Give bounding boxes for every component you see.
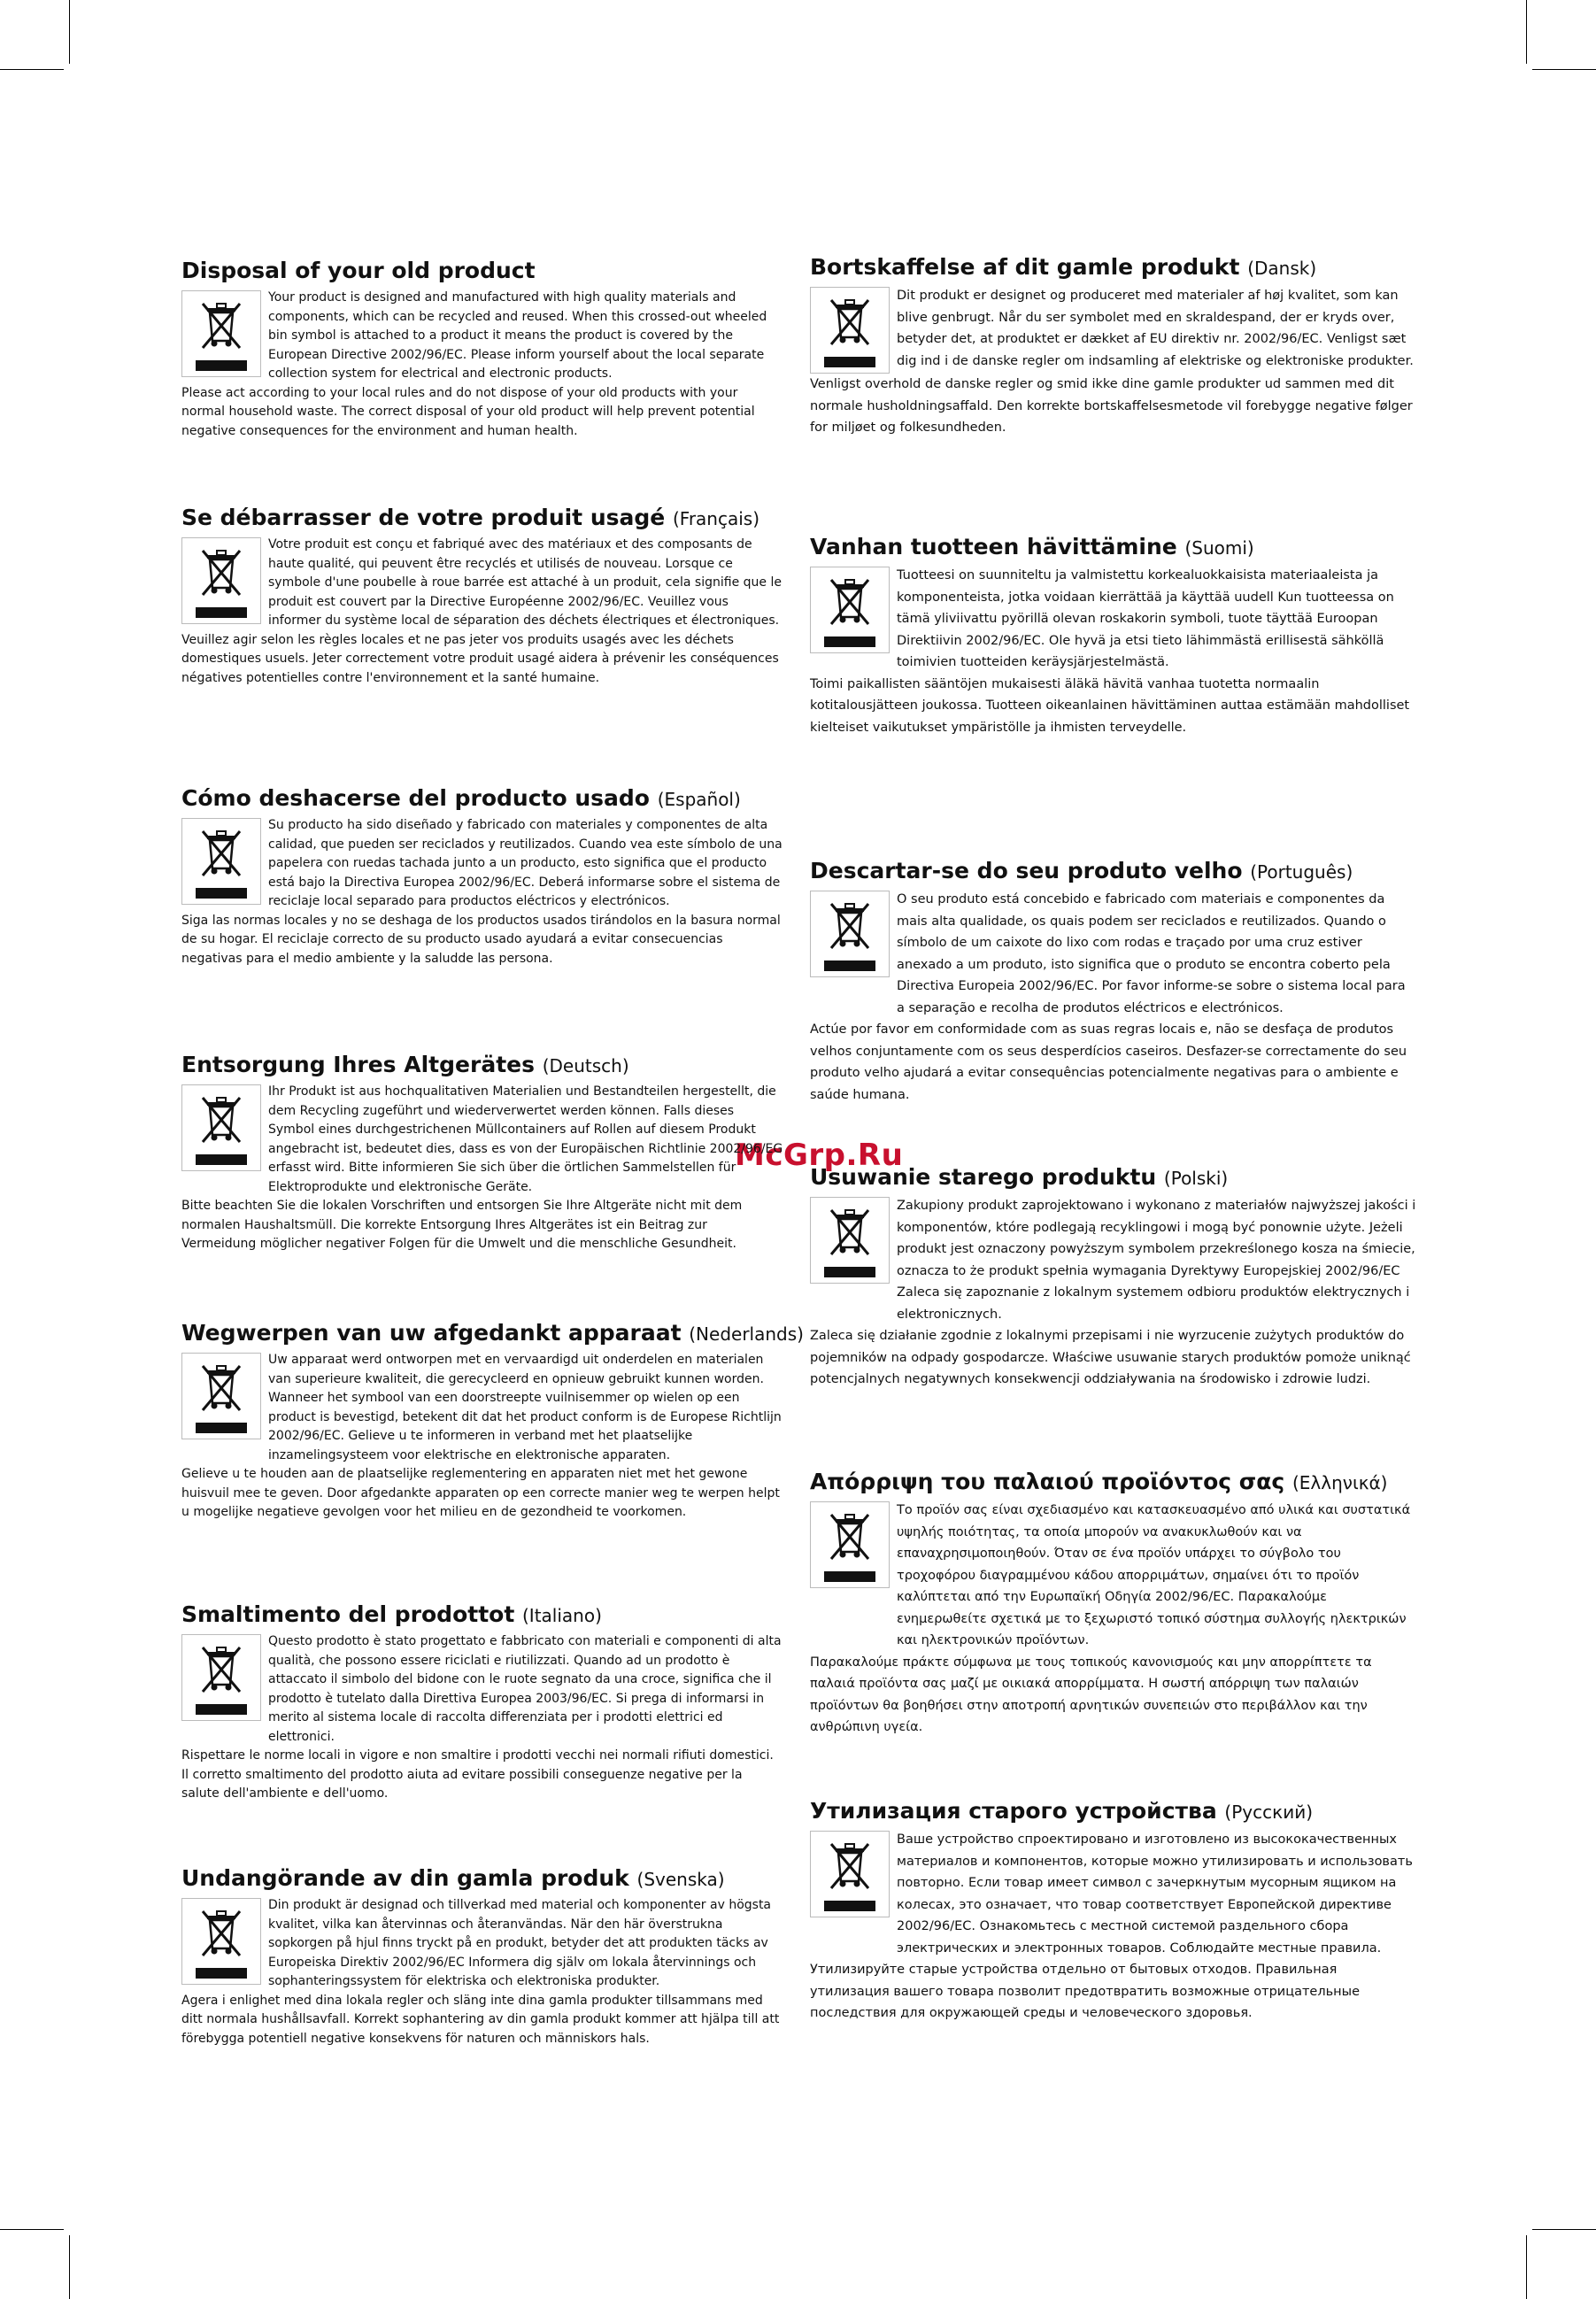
section-espanol	[181, 784, 783, 968]
crop-mark	[69, 0, 70, 64]
section-tail: Rispettare le norme locali in vigore e non smaltire i prodotti vecchi nei normali rifiuti domestici. Il corretto smaltimento del prodotto aiuta ad evitare possibili conseguenze negative per la salute dell'ambiente e dell'uomo.	[181, 1748, 774, 1801]
section-lead: O seu produto está concebido e fabricado com materiais e componentes da mais alta qualidade, os quais podem ser reciclados e reutilizados. Quando o símbolo de um caixote do lixo com rodas e traçado por uma cruz estiver anexado a um produto, isto significa que o produto se encontra coberto pela Directiva Europeia 2002/96/EC. Por favor informe-se sobre o sistema local para a separação e recolha de produtos eléctricos e electrónicos.	[897, 892, 1406, 1015]
weee-bin-icon	[810, 1197, 890, 1284]
section-deutsch	[181, 1051, 783, 1254]
section-lead: Su producto ha sido diseñado y fabricado con materiales y componentes de alta calidad, que pueden ser reciclados y reutilizados. Cuando vea este símbolo de una papelera con ruedas tachada junto a un producto, esto significa que el producto está bajo la Directiva Europea 2002/96/EC. Deberá informarse sobre el sistema de reciclaje local separado para productos eléctricos y electrónicos.	[268, 818, 783, 908]
section-russkiy	[810, 1797, 1416, 2025]
section-tail: Zaleca się działanie zgodnie z lokalnymi przepisami i nie wyrzucenie zużytych produktów do pojemników na odpady gospodarcze. Właściwe usuwanie starych produktów pomoże uniknąć potencjalnych negatywnych konsekwencji oddziaływania na środowisko i zdrowie ludzi.	[810, 1329, 1411, 1386]
section-tail: Veuillez agir selon les règles locales et ne pas jeter vos produits usagés avec les déchets domestiques usuels. Jeter correctement votre produit usagé aidera à prévenir les conséquences négatives potentielles contre l'environnement et la santé humaine.	[181, 632, 779, 685]
section-tail: Bitte beachten Sie die lokalen Vorschriften und entsorgen Sie Ihre Altgeräte nicht mit dem normalen Haushaltsmüll. Die korrekte Entsorgung Ihres Altgerätes ist ein Beitrag zur Vermeidung möglicher negativer Folgen für die Umwelt und die menschliche Gesundheit.	[181, 1199, 743, 1251]
section-lead: Dit produkt er designet og produceret med materialer af høj kvalitet, som kan blive genbrugt. Når du ser symbolet med en skraldespand, der er kryds over, betyder det, at produktet er dækket af EU direktiv nr. 2002/96/EC. Venligst sæt dig ind i de danske regler om indsamling af elektriske og elektroniske produkter.	[897, 289, 1414, 368]
section-tail: Toimi paikallisten sääntöjen mukaisesti äläkä hävitä vanhaa tuotetta normaalin kotitalousjätteen joukossa. Tuotteen oikeanlainen hävittäminen auttaa estämään mahdolliset kielteiset vaikutukset ympäristölle ja ihmisten terveydelle.	[810, 676, 1410, 735]
section-tail: Actúe por favor em conformidade com as suas regras locais e, não se desfaça de produtos velhos conjuntamente com os seus desperdícios caseiros. Desfazer-se correctamente do seu produto velho ajudará a evitar consequências potencialmente negativas para o ambiente e saúde humana.	[810, 1022, 1407, 1102]
section-lead: Ihr Produkt ist aus hochqualitativen Materialien und Bestandteilen hergestellt, die dem Recycling zugeführt und wiederverwertet werden können. Falls dieses Symbol eines durchgestrichenen Müllcontainers auf Rollen auf diesem Produkt angebracht ist, bedeutet dies, dass es von der Europäischen Richtlinie 2002/96/EG erfasst wird. Bitte informieren Sie sich über die örtlichen Sammelstellen für Elektroprodukte und elektronische Geräte.	[268, 1084, 783, 1194]
section-title: Usuwanie starego produktu (Polski)	[810, 1164, 1229, 1190]
section-title: Vanhan tuotteen hävittämine (Suomi)	[810, 534, 1254, 559]
section-dansk	[810, 253, 1416, 439]
section-title: Απόρριψη του παλαιού προϊόντος σας (Ελληνικά)	[810, 1469, 1388, 1494]
weee-bin-icon	[181, 290, 261, 377]
weee-bin-icon	[810, 1831, 890, 1917]
section-lead: Questo prodotto è stato progettato e fabbricato con materiali e componenti di alta qualità, che possono essere riciclati e riutilizzati. Quando ad un prodotto è attaccato il simbolo del bidone con le ruote segnato da una croce, significa che il prodotto è tutelato dalla Direttiva Europea 2003/96/EC. Si prega di informarsi in merito al sistema locale di raccolta differenziata per i prodotti elettrici ed elettronici.	[268, 1634, 782, 1744]
section-lead: Votre produit est conçu et fabriqué avec des matériaux et des composants de haute qualité, qui peuvent être recyclés et utilisés de nouveau. Lorsque ce symbole d'une poubelle à roue barrée est attaché à un produit, cela signifie que le produit est couvert par la Directive Européenne 2002/96/EC. Veuillez vous informer du système local de séparation des déchets électriques et électroniques.	[268, 537, 782, 628]
section-title: Se débarrasser de votre produit usagé (Français)	[181, 505, 760, 530]
crop-mark	[0, 2229, 64, 2230]
crop-mark	[1532, 2229, 1596, 2230]
section-title: Entsorgung Ihres Altgerätes (Deutsch)	[181, 1052, 629, 1077]
section-title: Bortskaffelse af dit gamle produkt (Dansk)	[810, 254, 1317, 280]
section-lead: Zakupiony produkt zaprojektowano i wykonano z materiałów najwyższej jakości i komponentów, które podlegają recyklingowi i mogą być ponownie użyte. Jeżeli produkt jest oznaczony powyższym symbolem przekreślonego kosza na śmiecie, oznacza to że produkt spełnia wymagania Dyrektywy Europejskiej 2002/96/EC Zaleca się zapoznanie z lokalnym systemem odbioru produktów elektrycznych i elektronicznych.	[897, 1199, 1416, 1322]
section-tail: Παρακαλούμε πράκτε σύμφωνα με τους τοπικούς κανονισμούς και μην απορρίπτετε τα παλαιά προϊόντα σας μαζί με οικιακά απορρίμματα. Η σωστή απόρριψη των παλαιών προϊόντων θα βοηθήσει στην αποτροπή αρνητικών συνεπειών στο περιβάλλον και την ανθρώπινη υγεία.	[810, 1655, 1372, 1734]
section-english	[181, 257, 783, 441]
weee-bin-icon	[810, 567, 890, 653]
section-tail: Please act according to your local rules and do not dispose of your old products with your normal household waste. The correct disposal of your old product will help prevent potential negative consequences for the environment and human health.	[181, 385, 755, 438]
section-portugues	[810, 857, 1416, 1106]
section-polski	[810, 1163, 1416, 1391]
section-tail: Утилизируйте старые устройства отдельно от бытовых отходов. Правильная утилизация вашего товара позволит предотвратить возможные отрицательные последствия для окружающей среды и человеческого здоровья.	[810, 1963, 1361, 2020]
weee-bin-icon	[181, 1634, 261, 1721]
section-title: Undangörande av din gamla produk (Svenska)	[181, 1865, 725, 1891]
weee-bin-icon	[181, 1084, 261, 1171]
section-svenska	[181, 1864, 783, 2048]
weee-bin-icon	[810, 1501, 890, 1588]
section-nederlands	[181, 1319, 804, 1523]
section-title: Disposal of your old product	[181, 258, 536, 283]
section-lead: Your product is designed and manufactured with high quality materials and components, which can be recycled and reused. When this crossed-out wheeled bin symbol is attached to a product it means the product is covered by the European Directive 2002/96/EC. Please inform yourself about the local separate collection system for electrical and electronic products.	[268, 290, 767, 381]
section-lead: Tuotteesi on suunniteltu ja valmistettu korkealuokkaisista materiaaleista ja komponenteista, jotka voidaan kierrättää ja käyttää uudell Kun tuotteessa on tämä yliviivattu pyörillä olevan roskakorin symboli, tuote täyttää Euroopan Direktiivin 2002/96/EC. Ole hyvä ja etsi tieto lähimmästä erillisestä sähköllä toimivien tuotteiden keräysjärjestelmästä.	[897, 568, 1394, 669]
crop-mark	[1526, 2235, 1527, 2299]
section-suomi	[810, 533, 1416, 738]
weee-bin-icon	[181, 537, 261, 624]
section-tail: Venligst overhold de danske regler og smid ikke dine gamle produkter ud sammen med dit normale husholdningsaffald. Den korrekte bortskaffelsesmetode vil forebygge negative følger for miljøet og folkesundheden.	[810, 377, 1413, 435]
crop-mark	[69, 2235, 70, 2299]
crop-mark	[1532, 69, 1596, 70]
weee-bin-icon	[181, 1898, 261, 1985]
section-title: Wegwerpen van uw afgedankt apparaat (Nederlands)	[181, 1320, 804, 1346]
section-title: Утилизация старого устройства (Русский)	[810, 1798, 1313, 1824]
section-francais	[181, 504, 783, 688]
weee-bin-icon	[181, 818, 261, 905]
weee-bin-icon	[181, 1353, 261, 1439]
section-title: Descartar-se do seu produto velho (Português)	[810, 858, 1353, 883]
section-tail: Agera i enlighet med dina lokala regler och släng inte dina gamla produkter tillsammans med ditt normala hushållsavfall. Korrekt sophantering av din gamla produkt kommer att hjälpa till att förebygga potentiell negative konsekvens för naturen och människors hals.	[181, 1993, 780, 2046]
section-italiano	[181, 1601, 783, 1804]
crop-mark	[1526, 0, 1527, 64]
crop-mark	[0, 69, 64, 70]
section-tail: Siga las normas locales y no se deshaga de los productos usados tirándolos en la basura normal de su hogar. El reciclaje correcto de su producto usado ayudará a evitar consecuencias negativas para el medio ambiente y la saludde las persona.	[181, 913, 781, 966]
section-lead: Uw apparaat werd ontworpen met en vervaardigd uit onderdelen en materialen van superieure kwaliteit, die gerecycleerd en opnieuw gebruikt kunnen worden. Wanneer het symbool van een doorstreepte vuilnisemmer op wielen op een product is bevestigd, betekent dit dat het product conform is de Europese Richtlijn 2002/96/EC. Gelieve u te informeren in verband met het plaatselijke inzamelingsysteem voor elektrische en elektronische apparaten.	[268, 1353, 782, 1462]
section-ellinika	[810, 1468, 1416, 1739]
section-lead: Din produkt är designad och tillverkad med material och komponenter av högsta kvalitet, vilka kan återvinnas och återanvändas. När den här överstrukna sopkorgen på hjul finns tryckt på en produkt, betyder det att produkten täcks av Europeiska Direktiv 2002/96/EC Informera dig själv om lokala återvinnings och sophanteringssystem för elektriska och elektroniska produkter.	[268, 1898, 772, 1988]
section-title: Cómo deshacerse del producto usado (Español)	[181, 785, 741, 811]
section-lead: Ваше устройство спроектировано и изготовлено из высококачественных материалов и компонентов, которые можно утилизировать и использовать повторно. Если товар имеет символ с зачеркнутым мусорным ящиком на колесах, это означает, что товар соответствует Европейской директиве 2002/96/EC. Ознакомьтесь с местной системой раздельного сбора электрических и электронных товаров. Соблюдайте местные правила.	[897, 1832, 1413, 1956]
weee-bin-icon	[810, 891, 890, 977]
section-title: Smaltimento del prodottot (Italiano)	[181, 1601, 602, 1627]
watermark: McGrp.Ru	[735, 1138, 904, 1173]
section-tail: Gelieve u te houden aan de plaatselijke reglementering en apparaten niet met het gewone huisvuil mee te geven. Door afgedankte apparaten op een correcte manier weg te werpen helpt u mogelijke negatieve gevolgen voor het milieu en de gezondheid te voorkomen.	[181, 1467, 780, 1519]
section-lead: Το προϊόν σας είναι σχεδιασμένο και κατασκευασμένο από υλικά και συστατικά υψηλής ποιότητας, τα οποία μπορούν να ανακυκλωθούν και να επαναχρησιμοποιηθούν. Όταν σε ένα προϊόν υπάρχει το σύγβολο του τροχοφόρου διαγραμμένου κάδου απορριμάτων, σημαίνει ότι το προϊόν καλύπτεται από την Ευρωπαϊκή Οδηγία 2002/96/EC. Παρακαλούμε ενημερωθείτε σχετικά με το ξεχωριστό τοπικό σύστημα συλλογής ηλεκτρικών και ηλεκτρονικών προϊόντων.	[897, 1503, 1411, 1647]
weee-bin-icon	[810, 287, 890, 374]
